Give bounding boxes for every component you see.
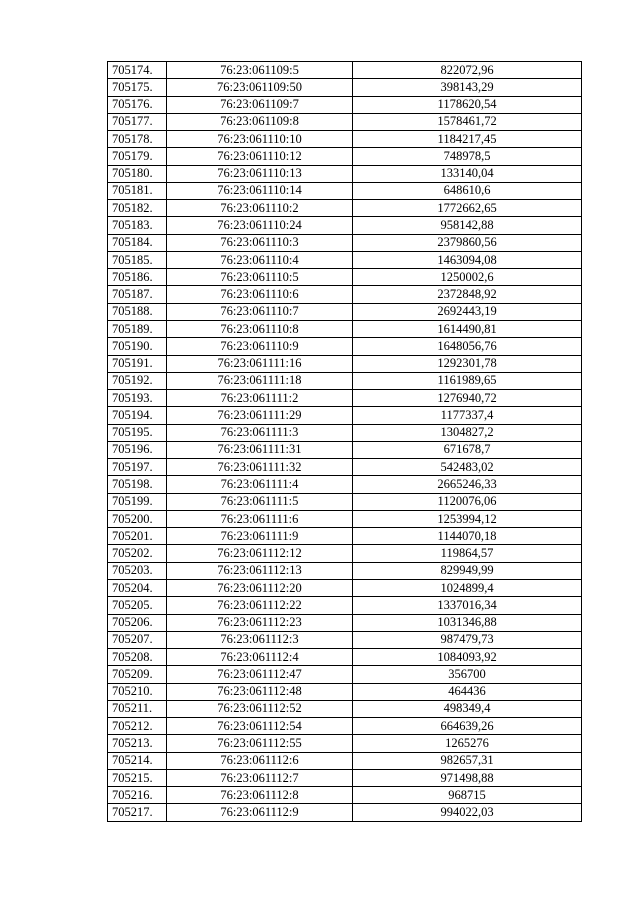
row-number-cell: 705179.	[108, 148, 167, 165]
table-row	[108, 338, 582, 355]
cadastral-value-cell: 1184217,45	[353, 131, 582, 148]
cadastral-number-cell: 76:23:061112:47	[167, 666, 353, 683]
row-number-cell: 705185.	[108, 251, 167, 268]
row-number-cell: 705186.	[108, 269, 167, 286]
row-number-cell: 705174.	[108, 62, 167, 79]
row-number-cell: 705199.	[108, 493, 167, 510]
cadastral-value-cell: 829949,99	[353, 562, 582, 579]
cadastral-number-cell: 76:23:061111:32	[167, 459, 353, 476]
row-number-cell: 705183.	[108, 217, 167, 234]
cadastral-value-cell: 498349,4	[353, 700, 582, 717]
table-row	[108, 700, 582, 717]
row-number-cell: 705194.	[108, 407, 167, 424]
table-row	[108, 269, 582, 286]
cadastral-value-cell: 1463094,08	[353, 251, 582, 268]
cadastral-value-cell: 982657,31	[353, 752, 582, 769]
table-row	[108, 649, 582, 666]
cadastral-value-cell: 133140,04	[353, 165, 582, 182]
cadastral-value-cell: 1031346,88	[353, 614, 582, 631]
row-number-cell: 705208.	[108, 649, 167, 666]
table-row	[108, 804, 582, 821]
row-number-cell: 705195.	[108, 424, 167, 441]
row-number-cell: 705216.	[108, 787, 167, 804]
cadastral-number-cell: 76:23:061110:9	[167, 338, 353, 355]
row-number-cell: 705177.	[108, 113, 167, 130]
cadastral-value-cell: 2372848,92	[353, 286, 582, 303]
cadastral-value-cell: 958142,88	[353, 217, 582, 234]
table-row	[108, 372, 582, 389]
cadastral-number-cell: 76:23:061111:29	[167, 407, 353, 424]
cadastral-value-cell: 671678,7	[353, 441, 582, 458]
row-number-cell: 705196.	[108, 441, 167, 458]
cadastral-number-cell: 76:23:061110:6	[167, 286, 353, 303]
row-number-cell: 705205.	[108, 597, 167, 614]
cadastral-number-cell: 76:23:061112:23	[167, 614, 353, 631]
cadastral-number-cell: 76:23:061112:48	[167, 683, 353, 700]
cadastral-value-cell: 1144070,18	[353, 528, 582, 545]
table-row	[108, 718, 582, 735]
cadastral-number-cell: 76:23:061110:2	[167, 200, 353, 217]
cadastral-number-cell: 76:23:061112:8	[167, 787, 353, 804]
cadastral-value-cell: 2692443,19	[353, 303, 582, 320]
row-number-cell: 705182.	[108, 200, 167, 217]
cadastral-number-cell: 76:23:061111:31	[167, 441, 353, 458]
cadastral-number-cell: 76:23:061112:7	[167, 769, 353, 786]
cadastral-value-cell: 648610,6	[353, 182, 582, 199]
cadastral-number-cell: 76:23:061109:8	[167, 113, 353, 130]
cadastral-value-cell: 987479,73	[353, 631, 582, 648]
row-number-cell: 705217.	[108, 804, 167, 821]
table-row	[108, 182, 582, 199]
cadastral-number-cell: 76:23:061110:8	[167, 320, 353, 337]
table-row	[108, 614, 582, 631]
cadastral-number-cell: 76:23:061112:3	[167, 631, 353, 648]
cadastral-number-cell: 76:23:061112:55	[167, 735, 353, 752]
table-row	[108, 562, 582, 579]
table-row	[108, 79, 582, 96]
row-number-cell: 705207.	[108, 631, 167, 648]
row-number-cell: 705178.	[108, 131, 167, 148]
cadastral-number-cell: 76:23:061111:5	[167, 493, 353, 510]
row-number-cell: 705206.	[108, 614, 167, 631]
row-number-cell: 705212.	[108, 718, 167, 735]
cadastral-value-cell: 1178620,54	[353, 96, 582, 113]
table-row	[108, 528, 582, 545]
cadastral-number-cell: 76:23:061111:16	[167, 355, 353, 372]
row-number-cell: 705193.	[108, 390, 167, 407]
table-row	[108, 320, 582, 337]
cadastral-number-cell: 76:23:061111:4	[167, 476, 353, 493]
cadastral-number-cell: 76:23:061110:14	[167, 182, 353, 199]
cadastral-value-cell: 971498,88	[353, 769, 582, 786]
row-number-cell: 705189.	[108, 320, 167, 337]
row-number-cell: 705213.	[108, 735, 167, 752]
row-number-cell: 705175.	[108, 79, 167, 96]
cadastral-value-cell: 1120076,06	[353, 493, 582, 510]
cadastral-number-cell: 76:23:061109:50	[167, 79, 353, 96]
row-number-cell: 705200.	[108, 510, 167, 527]
table-row	[108, 545, 582, 562]
table-row	[108, 148, 582, 165]
table-row	[108, 683, 582, 700]
table-body	[108, 62, 582, 822]
cadastral-number-cell: 76:23:061110:12	[167, 148, 353, 165]
row-number-cell: 705204.	[108, 579, 167, 596]
row-number-cell: 705192.	[108, 372, 167, 389]
cadastral-number-cell: 76:23:061112:6	[167, 752, 353, 769]
cadastral-number-cell: 76:23:061112:52	[167, 700, 353, 717]
cadastral-number-cell: 76:23:061110:13	[167, 165, 353, 182]
cadastral-value-cell: 1084093,92	[353, 649, 582, 666]
row-number-cell: 705191.	[108, 355, 167, 372]
cadastral-value-cell: 1265276	[353, 735, 582, 752]
cadastral-number-cell: 76:23:061111:9	[167, 528, 353, 545]
table-row	[108, 131, 582, 148]
cadastral-number-cell: 76:23:061112:54	[167, 718, 353, 735]
cadastral-number-cell: 76:23:061110:7	[167, 303, 353, 320]
table-row	[108, 234, 582, 251]
cadastral-value-cell: 1578461,72	[353, 113, 582, 130]
row-number-cell: 705210.	[108, 683, 167, 700]
cadastral-value-cell: 1161989,65	[353, 372, 582, 389]
table-row	[108, 597, 582, 614]
cadastral-value-cell: 1292301,78	[353, 355, 582, 372]
cadastral-number-cell: 76:23:061109:5	[167, 62, 353, 79]
cadastral-value-cell: 542483,02	[353, 459, 582, 476]
row-number-cell: 705211.	[108, 700, 167, 717]
row-number-cell: 705214.	[108, 752, 167, 769]
table-row	[108, 459, 582, 476]
row-number-cell: 705215.	[108, 769, 167, 786]
table-row	[108, 769, 582, 786]
cadastral-number-cell: 76:23:061112:20	[167, 579, 353, 596]
table-row	[108, 476, 582, 493]
table-row	[108, 286, 582, 303]
table-row	[108, 251, 582, 268]
table-row	[108, 787, 582, 804]
cadastral-number-cell: 76:23:061110:10	[167, 131, 353, 148]
row-number-cell: 705188.	[108, 303, 167, 320]
table-row	[108, 407, 582, 424]
cadastral-value-cell: 994022,03	[353, 804, 582, 821]
table-row	[108, 441, 582, 458]
table-row	[108, 579, 582, 596]
cadastral-number-cell: 76:23:061110:24	[167, 217, 353, 234]
cadastral-value-cell: 664639,26	[353, 718, 582, 735]
row-number-cell: 705176.	[108, 96, 167, 113]
row-number-cell: 705198.	[108, 476, 167, 493]
table-row	[108, 493, 582, 510]
cadastral-number-cell: 76:23:061112:4	[167, 649, 353, 666]
table-row	[108, 390, 582, 407]
row-number-cell: 705190.	[108, 338, 167, 355]
row-number-cell: 705197.	[108, 459, 167, 476]
row-number-cell: 705180.	[108, 165, 167, 182]
row-number-cell: 705181.	[108, 182, 167, 199]
cadastral-value-cell: 1304827,2	[353, 424, 582, 441]
cadastral-value-cell: 1772662,65	[353, 200, 582, 217]
cadastral-number-cell: 76:23:061111:3	[167, 424, 353, 441]
cadastral-number-cell: 76:23:061110:5	[167, 269, 353, 286]
cadastral-value-cell: 1337016,34	[353, 597, 582, 614]
cadastral-number-cell: 76:23:061112:22	[167, 597, 353, 614]
row-number-cell: 705209.	[108, 666, 167, 683]
cadastral-number-cell: 76:23:061112:9	[167, 804, 353, 821]
table-row	[108, 165, 582, 182]
cadastral-value-table	[107, 61, 582, 822]
table-row	[108, 631, 582, 648]
cadastral-value-cell: 1253994,12	[353, 510, 582, 527]
table-row	[108, 424, 582, 441]
table-row	[108, 96, 582, 113]
cadastral-value-cell: 1614490,81	[353, 320, 582, 337]
cadastral-value-cell: 1250002,6	[353, 269, 582, 286]
cadastral-number-cell: 76:23:061112:12	[167, 545, 353, 562]
table-row	[108, 303, 582, 320]
table-row	[108, 217, 582, 234]
table-row	[108, 752, 582, 769]
cadastral-number-cell: 76:23:061110:4	[167, 251, 353, 268]
cadastral-value-cell: 398143,29	[353, 79, 582, 96]
row-number-cell: 705201.	[108, 528, 167, 545]
cadastral-number-cell: 76:23:061110:3	[167, 234, 353, 251]
row-number-cell: 705184.	[108, 234, 167, 251]
cadastral-value-cell: 968715	[353, 787, 582, 804]
cadastral-number-cell: 76:23:061111:18	[167, 372, 353, 389]
row-number-cell: 705187.	[108, 286, 167, 303]
cadastral-value-cell: 119864,57	[353, 545, 582, 562]
cadastral-value-cell: 356700	[353, 666, 582, 683]
row-number-cell: 705203.	[108, 562, 167, 579]
cadastral-number-cell: 76:23:061109:7	[167, 96, 353, 113]
cadastral-value-cell: 2665246,33	[353, 476, 582, 493]
table-row	[108, 666, 582, 683]
table-row	[108, 355, 582, 372]
row-number-cell: 705202.	[108, 545, 167, 562]
table-row	[108, 735, 582, 752]
cadastral-value-cell: 1648056,76	[353, 338, 582, 355]
cadastral-value-cell: 2379860,56	[353, 234, 582, 251]
cadastral-number-cell: 76:23:061111:6	[167, 510, 353, 527]
table-row	[108, 62, 582, 79]
table-row	[108, 510, 582, 527]
cadastral-value-cell: 1177337,4	[353, 407, 582, 424]
cadastral-value-cell: 1276940,72	[353, 390, 582, 407]
cadastral-value-cell: 464436	[353, 683, 582, 700]
cadastral-number-cell: 76:23:061111:2	[167, 390, 353, 407]
table-row	[108, 113, 582, 130]
cadastral-value-cell: 822072,96	[353, 62, 582, 79]
table-row	[108, 200, 582, 217]
cadastral-number-cell: 76:23:061112:13	[167, 562, 353, 579]
cadastral-value-cell: 748978,5	[353, 148, 582, 165]
cadastral-value-cell: 1024899,4	[353, 579, 582, 596]
